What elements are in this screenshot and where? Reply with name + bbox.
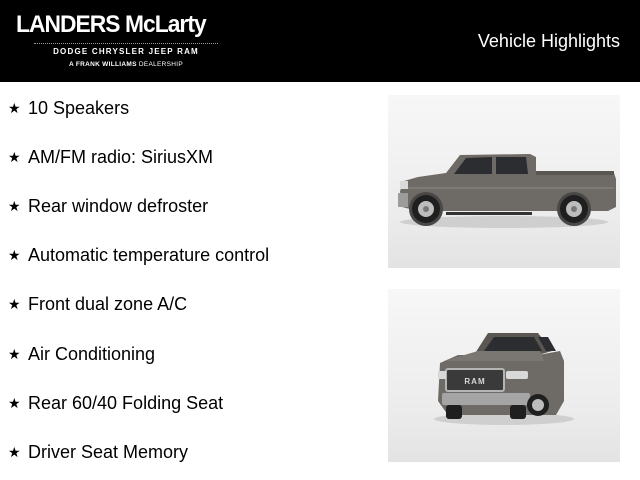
feature-item [8, 193, 208, 219]
feature-label: AM/FM radio: SiriusXM [28, 146, 214, 167]
feature-label: Driver Seat Memory [28, 441, 189, 462]
header [0, 0, 640, 82]
feature-label: Rear 60/40 Folding Seat [28, 392, 224, 413]
dealer-logo[interactable] [16, 10, 221, 74]
feature-item [8, 341, 155, 367]
feature-label: Front dual zone A/C [28, 293, 188, 314]
feature-item [8, 95, 129, 121]
grille-badge: RAM [464, 377, 486, 386]
star-icon: ★ [8, 444, 21, 460]
feature-label: 10 Speakers [28, 97, 130, 118]
feature-label: Automatic temperature control [28, 244, 270, 265]
star-icon: ★ [8, 346, 21, 362]
star-icon: ★ [8, 198, 21, 214]
logo-tagline-prefix: A FRANK WILLIAMS [68, 61, 137, 68]
feature-item [8, 390, 223, 416]
page-title: Vehicle Highlights [477, 31, 620, 51]
feature-item [8, 144, 213, 170]
feature-label: Rear window defroster [28, 195, 209, 216]
feature-item [8, 242, 269, 268]
feature-item [8, 439, 188, 465]
logo-tagline [16, 61, 236, 68]
truck-front-illustration [388, 289, 620, 462]
star-icon: ★ [8, 247, 21, 263]
star-icon: ★ [8, 149, 21, 165]
truck-side-illustration [388, 95, 620, 268]
truck-side-view-photo[interactable] [388, 95, 620, 268]
truck-front-view-photo[interactable] [388, 289, 620, 462]
logo-tagline-suffix: DEALERSHIP [138, 61, 184, 68]
logo-name: LANDERS McLarty [16, 11, 206, 38]
logo-brands: DODGE CHRYSLER JEEP RAM [53, 47, 199, 56]
logo-divider [34, 43, 218, 44]
star-icon: ★ [8, 395, 21, 411]
feature-label: Air Conditioning [28, 343, 156, 364]
feature-item [8, 291, 187, 317]
star-icon: ★ [8, 296, 21, 312]
star-icon: ★ [8, 100, 21, 116]
